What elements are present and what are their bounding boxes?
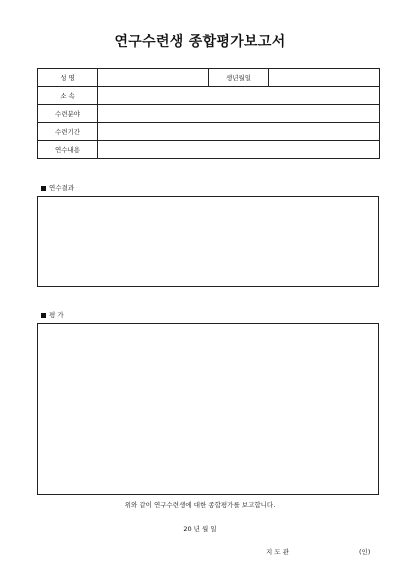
- field-name[interactable]: [98, 69, 209, 87]
- label-training-content: 연수내용: [38, 141, 98, 159]
- label-training-period: 수련기간: [38, 123, 98, 141]
- info-table: [37, 68, 380, 159]
- table-row: [38, 105, 380, 123]
- evaluation-box[interactable]: [37, 323, 379, 495]
- field-birthdate[interactable]: [269, 69, 380, 87]
- label-birthdate: 생년월일: [209, 69, 269, 87]
- table-row: [38, 141, 380, 159]
- report-statement: 위와 같이 연구수련생에 대한 종합평가를 보고합니다.: [124, 501, 276, 509]
- report-date: 20 년 월 일: [183, 525, 217, 533]
- seal-mark: (인): [359, 548, 371, 556]
- field-training-period[interactable]: [98, 123, 380, 141]
- label-affiliation: 소 속: [38, 87, 98, 105]
- page-title: 연구수련생 종합평가보고서: [114, 34, 286, 50]
- evaluation-section-label: [41, 310, 64, 319]
- field-affiliation[interactable]: [98, 87, 380, 105]
- square-bullet-icon: [41, 186, 46, 191]
- supervisor-label: 지 도 관: [266, 548, 289, 556]
- table-row: [38, 123, 380, 141]
- results-box[interactable]: [37, 196, 379, 287]
- results-section-text: 연수결과: [49, 184, 75, 192]
- label-name: 성 명: [38, 69, 98, 87]
- square-bullet-icon: [41, 313, 46, 318]
- field-training-content[interactable]: [98, 141, 380, 159]
- table-row: [38, 69, 380, 87]
- results-section-label: [41, 183, 74, 192]
- label-training-field: 수련분야: [38, 105, 98, 123]
- evaluation-section-text: 평 가: [49, 311, 64, 319]
- table-row: [38, 87, 380, 105]
- field-training-field[interactable]: [98, 105, 380, 123]
